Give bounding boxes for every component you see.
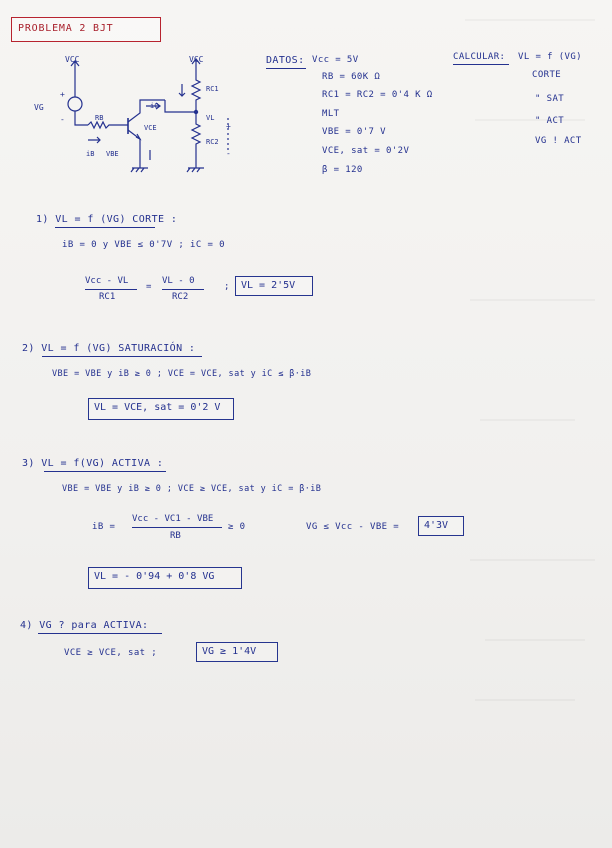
section-1-conditions: iB = 0 y VBE ≤ 0'7V ; iC = 0 — [62, 240, 225, 250]
datos-line: β = 120 — [322, 165, 363, 175]
section-3-result: VL = - 0'94 + 0'8 VG — [94, 571, 215, 582]
section-4-underline — [38, 633, 162, 634]
fraction-numerator: VL - 0 — [162, 276, 195, 286]
section-3-conditions: VBE = VBE y iB ≥ 0 ; VCE ≥ VCE, sat y iC = β·iB — [62, 484, 322, 494]
section-4-result-box — [196, 642, 278, 662]
fraction-denominator: RB — [170, 531, 181, 541]
ic-label: iC — [150, 102, 159, 110]
ib-equation-lhs: iB = — [92, 522, 116, 532]
section-4-conditions: VCE ≥ VCE, sat ; — [64, 648, 158, 658]
vcc-left-label: VCC — [65, 55, 80, 64]
calcular-underline — [453, 64, 509, 65]
datos-underline — [266, 68, 306, 69]
vl-plus: + — [226, 122, 231, 131]
equals-sign: = — [146, 282, 152, 292]
section-2-conditions: VBE = VBE y iB ≥ 0 ; VCE = VCE, sat y iC ≤ β·iB — [52, 369, 312, 379]
fraction-bar — [162, 289, 204, 290]
vl-minus: - — [226, 149, 231, 158]
section-1-underline — [55, 227, 155, 228]
page-title: PROBLEMA 2 BJT — [18, 23, 114, 34]
fraction-denominator: RC2 — [172, 292, 189, 302]
section-2-heading: 2) VL = f (VG) SATURACIÓN : — [22, 343, 196, 354]
rb-label: RB — [95, 114, 104, 122]
fraction-numerator: Vcc - VL — [85, 276, 129, 286]
rc1-label: RC1 — [206, 85, 219, 93]
section-3-underline — [44, 471, 166, 472]
vg-limit-value: 4'3V — [424, 520, 449, 531]
section-4-result: VG ≥ 1'4V — [202, 646, 257, 657]
rc2-label: RC2 — [206, 138, 219, 146]
section-2-result-box — [88, 398, 234, 420]
vcc-right-label: VCC — [189, 55, 204, 64]
vg-limit-box — [418, 516, 464, 536]
vg-label: VG — [34, 103, 44, 112]
datos-label: DATOS: — [266, 55, 305, 66]
vg-plus: + — [60, 90, 65, 99]
calcular-item: VG ! ACT — [535, 136, 582, 146]
vg-minus: - — [60, 115, 65, 124]
fraction-bar — [132, 527, 222, 528]
vl-label: VL — [206, 114, 215, 122]
datos-line: VCE, sat = 0'2V — [322, 146, 410, 156]
bjt-circuit-diagram — [0, 0, 270, 190]
section-3-heading: 3) VL = f(VG) ACTIVA : — [22, 458, 164, 469]
calcular-item: " ACT — [535, 116, 565, 126]
calcular-item: CORTE — [532, 70, 562, 80]
calcular-item: " SAT — [535, 94, 565, 104]
fraction-bar — [85, 289, 137, 290]
datos-line: VBE = 0'7 V — [322, 127, 387, 137]
calcular-label: CALCULAR: — [453, 52, 506, 62]
vbe-label: VBE — [106, 150, 119, 158]
section-1-result: VL = 2'5V — [241, 280, 296, 291]
datos-line: RB = 60K Ω — [322, 72, 381, 82]
section-4-heading: 4) VG ? para ACTIVA: — [20, 620, 149, 631]
datos-line: RC1 = RC2 = 0'4 K Ω — [322, 90, 433, 100]
calcular-expr: VL = f (VG) — [518, 52, 583, 62]
bleed-through-marks — [455, 0, 612, 848]
fraction-numerator: Vcc - VC1 - VBE — [132, 514, 214, 524]
vce-label: VCE — [144, 124, 157, 132]
datos-line: MLT — [322, 109, 340, 119]
datos-line: Vcc = 5V — [312, 55, 359, 65]
section-2-underline — [42, 356, 202, 357]
section-2-result: VL = VCE, sat = 0'2 V — [94, 402, 221, 413]
ge-zero: ≥ 0 — [228, 522, 246, 532]
vg-condition: VG ≤ Vcc - VBE = — [306, 522, 400, 532]
ib-label: iB — [86, 150, 95, 158]
section-1-result-box — [235, 276, 313, 296]
fraction-denominator: RC1 — [99, 292, 116, 302]
section-1-heading: 1) VL = f (VG) CORTE : — [36, 214, 178, 225]
section-3-result-box — [88, 567, 242, 589]
semicolon: ; — [224, 282, 230, 292]
